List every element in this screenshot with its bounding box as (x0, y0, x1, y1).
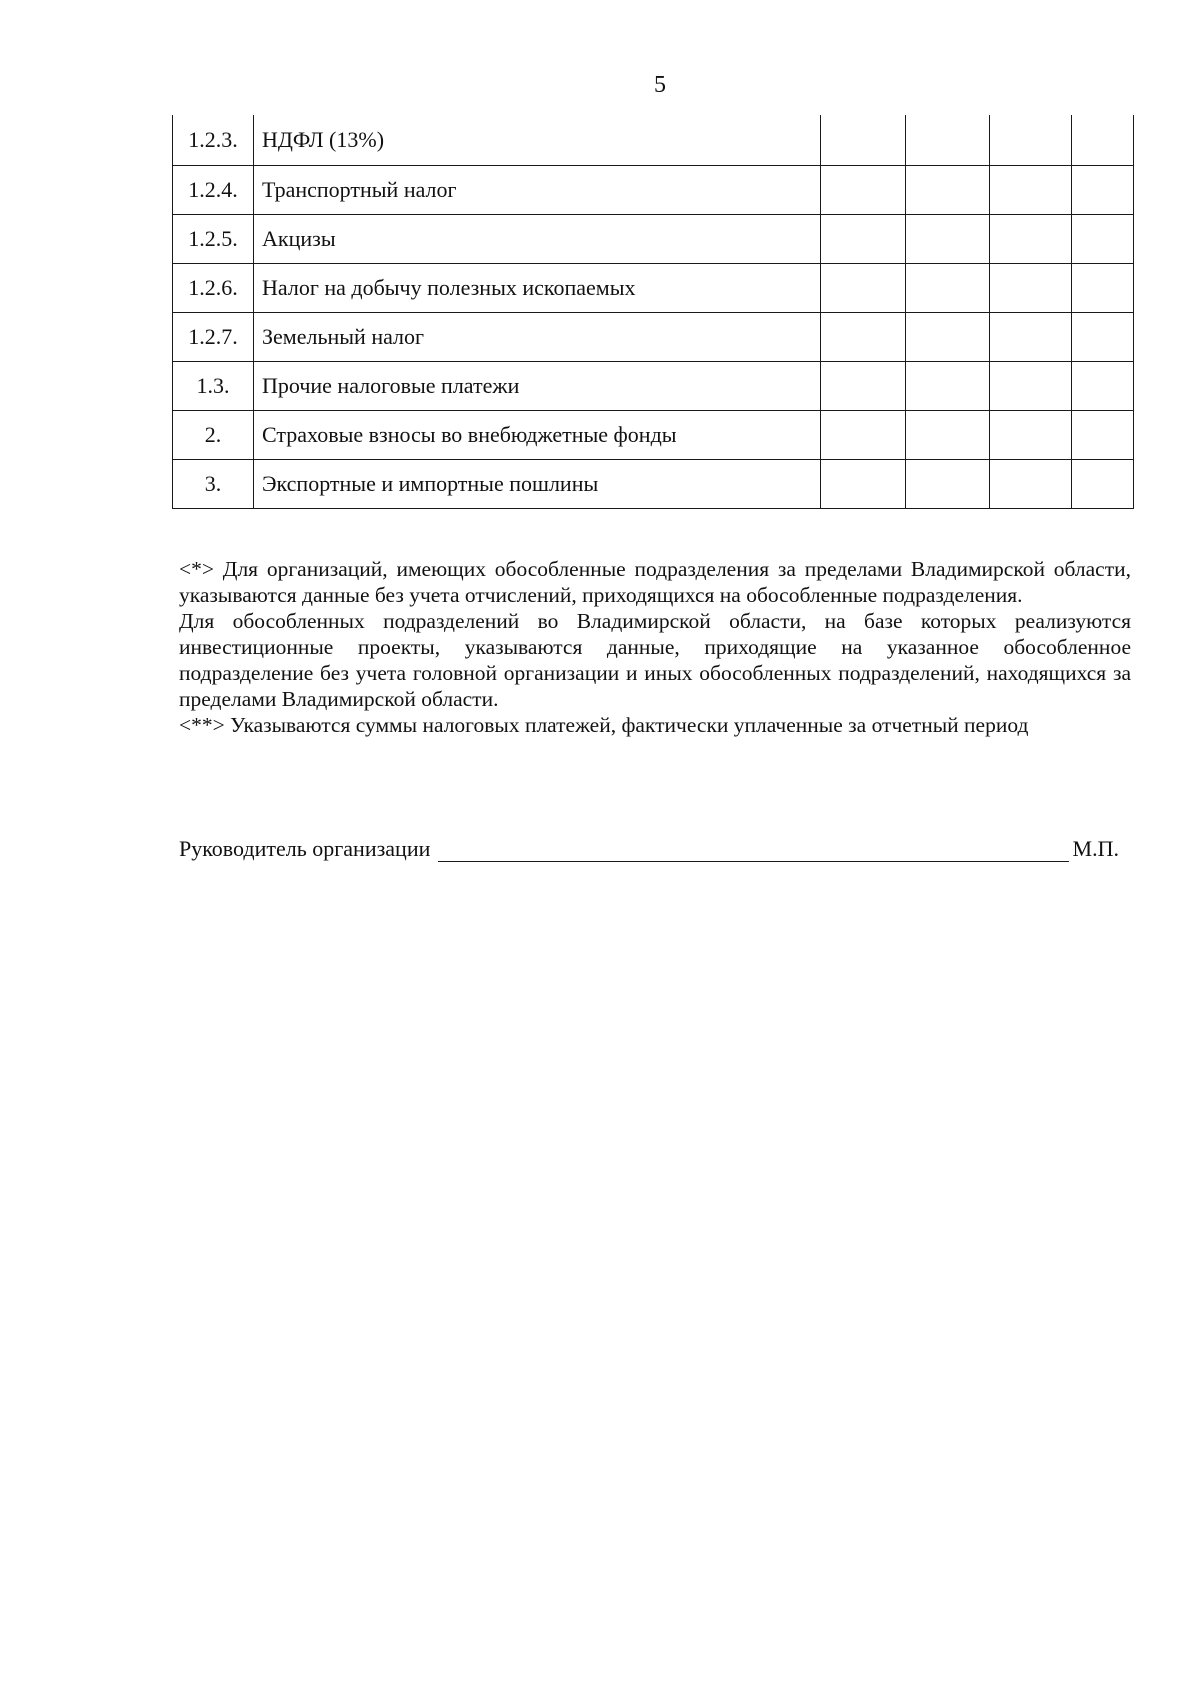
value-cell (821, 115, 906, 166)
table-row (173, 460, 1134, 509)
footnote-single-asterisk: <*> Для организаций, имеющих обособленные подразделения за пределами Владимирской области, указываются данные без учета отчислений, приходящихся на обособленные подразделения. (179, 557, 1131, 607)
value-cell (1072, 115, 1134, 166)
value-cell (821, 166, 906, 215)
value-cell (1072, 313, 1134, 362)
value-cell (990, 313, 1072, 362)
table-row (173, 264, 1134, 313)
value-cell (906, 411, 990, 460)
row-name: Акцизы (254, 215, 821, 264)
row-number: 1.2.4. (173, 166, 254, 215)
page-number: 5 (654, 72, 666, 98)
footnotes (179, 556, 1131, 738)
stamp-mark: М.П. (1072, 836, 1119, 861)
table-row (173, 215, 1134, 264)
value-cell (1072, 362, 1134, 411)
value-cell (906, 362, 990, 411)
table-row (173, 411, 1134, 460)
row-name: НДФЛ (13%) (254, 115, 821, 166)
value-cell (1072, 264, 1134, 313)
tax-payments-table (172, 115, 1134, 509)
row-number: 1.2.3. (173, 115, 254, 166)
signature-line (438, 839, 1068, 862)
table-row (173, 166, 1134, 215)
value-cell (821, 362, 906, 411)
row-number: 1.2.5. (173, 215, 254, 264)
row-number: 1.2.7. (173, 313, 254, 362)
value-cell (1072, 215, 1134, 264)
footnote-continuation: Для обособленных подразделений во Владимирской области, на базе которых реализуются инвестиционные проекты, указываются данные, приходящие на указанное обособленное подразделение без учета головной организации и иных обособленных подразделений, находящихся за пределами Владимирской области. (179, 609, 1131, 711)
value-cell (906, 166, 990, 215)
row-number: 3. (173, 460, 254, 509)
value-cell (906, 215, 990, 264)
value-cell (821, 313, 906, 362)
row-number: 1.3. (173, 362, 254, 411)
value-cell (821, 460, 906, 509)
value-cell (906, 264, 990, 313)
value-cell (906, 313, 990, 362)
value-cell (990, 215, 1072, 264)
row-name: Страховые взносы во внебюджетные фонды (254, 411, 821, 460)
value-cell (1072, 411, 1134, 460)
value-cell (990, 362, 1072, 411)
value-cell (906, 460, 990, 509)
row-number: 2. (173, 411, 254, 460)
table-row (173, 362, 1134, 411)
row-number: 1.2.6. (173, 264, 254, 313)
value-cell (1072, 166, 1134, 215)
value-cell (990, 166, 1072, 215)
value-cell (990, 264, 1072, 313)
value-cell (821, 215, 906, 264)
signature-block (179, 836, 1131, 862)
value-cell (1072, 460, 1134, 509)
row-name: Экспортные и импортные пошлины (254, 460, 821, 509)
value-cell (821, 411, 906, 460)
row-name: Земельный налог (254, 313, 821, 362)
row-name: Транспортный налог (254, 166, 821, 215)
footnote-double-asterisk: <**> Указываются суммы налоговых платежей, фактически уплаченные за отчетный период (179, 713, 1029, 737)
signature-label: Руководитель организации (179, 836, 431, 861)
value-cell (821, 264, 906, 313)
value-cell (990, 460, 1072, 509)
value-cell (906, 115, 990, 166)
value-cell (990, 411, 1072, 460)
table-row (173, 313, 1134, 362)
row-name: Прочие налоговые платежи (254, 362, 821, 411)
table-row (173, 115, 1134, 166)
value-cell (990, 115, 1072, 166)
row-name: Налог на добычу полезных ископаемых (254, 264, 821, 313)
